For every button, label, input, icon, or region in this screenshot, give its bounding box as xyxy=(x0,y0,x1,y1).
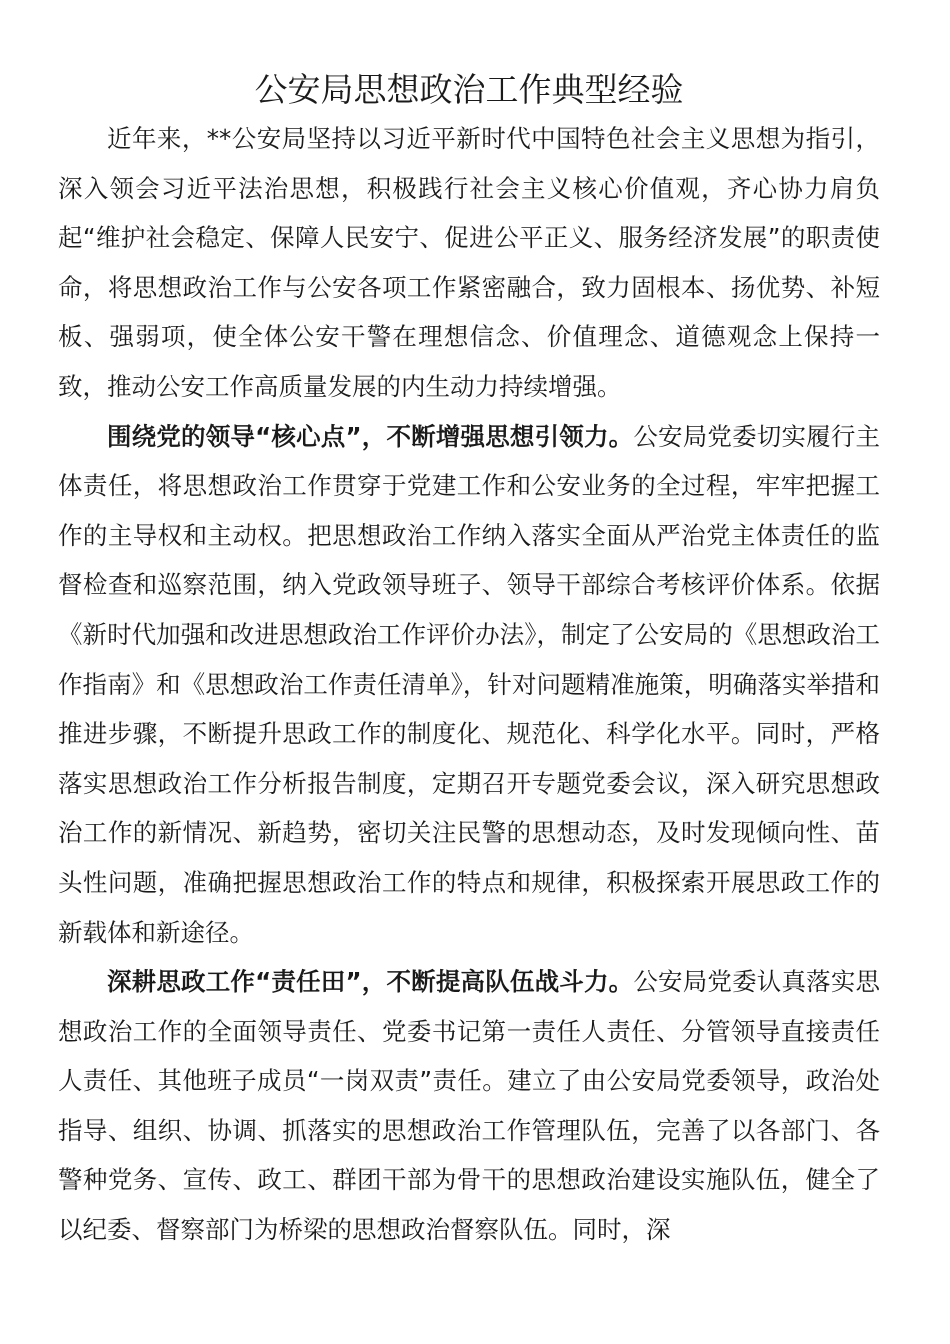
document-title: 公安局思想政治工作典型经验 xyxy=(254,70,684,109)
paragraph-text: 公安局党委认真落实思想政治工作的全面领导责任、党委书记第一责任人责任、分管领导直接责任人责任、其他班子成员“一岗双责”责任。建立了由公安局党委领导，政治处指导、组织、协调、抓落实的思想政治工作管理队伍，完善了以各部门、各警种党务、宣传、政工、群团干部为骨干的思想政治建设实施队伍，健全了以纪委、督察部门为桥梁的思想政治督察队伍。同时，深 xyxy=(58,967,881,1245)
paragraph-heading: 围绕党的领导“核心点”，不断增强思想引领力。 xyxy=(107,421,634,451)
document-page xyxy=(58,66,880,1255)
paragraph-heading: 深耕思政工作“责任田”，不断提高队伍战斗力。 xyxy=(107,967,634,997)
paragraph-responsibility xyxy=(58,957,880,1255)
paragraph-party-leadership xyxy=(58,412,880,958)
paragraph-intro xyxy=(58,114,880,412)
paragraph-text: 近年来，**公安局坚持以习近平新时代中国特色社会主义思想为指引，深入领会习近平法治思想，积极践行社会主义核心价值观，齐心协力肩负起“维护社会稳定、保障人民安宁、促进公平正义、服务经济发展”的职责使命，将思想政治工作与公安各项工作紧密融合，致力固根本、扬优势、补短板、强弱项，使全体公安干警在理想信念、价值理念、道德观念上保持一致，推动公安工作高质量发展的内生动力持续增强。 xyxy=(58,124,880,401)
paragraph-text: 公安局党委切实履行主体责任，将思想政治工作贯穿于党建工作和公安业务的全过程，牢牢把握工作的主导权和主动权。把思想政治工作纳入落实全面从严治党主体责任的监督检查和巡察范围，纳入党政领导班子、领导干部综合考核评价体系。依据《新时代加强和改进思想政治工作评价办法》，制定了公安局的《思想政治工作指南》和《思想政治工作责任清单》，针对问题精准施策，明确落实举措和推进步骤，不断提升思政工作的制度化、规范化、科学化水平。同时，严格落实思想政治工作分析报告制度，定期召开专题党委会议，深入研究思想政治工作的新情况、新趋势，密切关注民警的思想动态，及时发现倾向性、苗头性问题，准确把握思想政治工作的特点和规律，积极探索开展思政工作的新载体和新途径。 xyxy=(58,421,881,947)
